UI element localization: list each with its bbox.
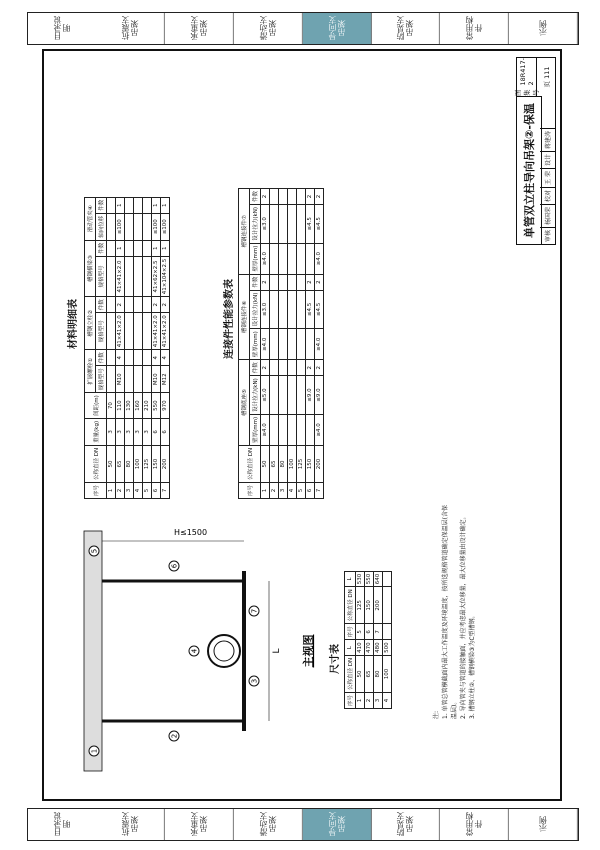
height-label: H≤1500 <box>174 528 208 537</box>
note-2: 2. 导向管夹与管道的接触面，并应考虑最大位移量，最大位移量由设计确定。 <box>460 513 467 719</box>
tab-1-bottom[interactable]: 抗震支吊架 <box>96 809 165 840</box>
table-row: 5 125 3 210 <box>143 197 152 498</box>
callout-7: 7 <box>250 608 259 614</box>
tab-4[interactable]: 导向支吊架 <box>303 13 372 44</box>
tab-2-bottom[interactable]: 承重支吊架 <box>165 809 234 840</box>
atlas-label: 图集号 <box>514 89 540 96</box>
tab-7-bottom[interactable]: 示例 <box>509 809 578 840</box>
connection-table-title: 连接件性能参数表 <box>224 279 235 359</box>
signature-row <box>540 96 555 244</box>
table-row: 7 200 ≥4.0 ≤9.0 2 ≥4.0 ≤4.5 2 ≥4.0 ≤4.5 2 <box>315 189 324 499</box>
table-row: 4 100 3 160 <box>134 197 143 498</box>
callout-5: 5 <box>90 548 99 554</box>
top-nav-tabs <box>27 12 579 45</box>
design-name: 蒋建涛 <box>540 128 555 151</box>
callout-2: 2 <box>170 733 179 739</box>
length-label: L <box>272 648 282 654</box>
table-row: 3 80 3 130 <box>125 197 134 498</box>
check-label: 校对 <box>540 187 555 204</box>
callout-6: 6 <box>170 563 179 569</box>
table-row: 1 50 ≥4.0 ≤5.0 2 ≥4.0 ≤3.0 2 ≥4.0 ≤3.0 2 <box>261 189 270 499</box>
table-row: 6 150 6 550 M10 4 41×41×2.0 2 41×62×2.5 1 ≤100 1 <box>152 197 161 498</box>
callout-1: 1 <box>90 748 99 754</box>
rotated-content <box>44 51 560 799</box>
drawing-title: 单管双立柱导向吊架②-保温 <box>517 96 542 244</box>
table-row: 1 50 410 5 125 530 <box>356 571 365 708</box>
table-row: 4 100 500 <box>383 571 392 708</box>
table-row: 3 80 <box>279 189 288 499</box>
tab-6-bottom[interactable]: 常用构件 <box>440 809 509 840</box>
material-table-title: 材料明细表 <box>68 299 79 349</box>
dimension-table-title: 尺寸表 <box>330 644 341 674</box>
table-row: 5 125 <box>297 189 306 499</box>
callout-3: 3 <box>250 678 259 684</box>
design-label: 设计 <box>540 151 555 168</box>
atlas-number: 18R417-2 <box>518 58 535 86</box>
tab-4-bottom[interactable]: 导向支吊架 <box>303 809 372 840</box>
check-name: 王 荣 <box>540 168 555 187</box>
table-row: 2 65 3 110 M10 4 41×41×2.0 2 41×41×2.0 1 ≤100 1 <box>116 197 125 498</box>
tab-5-bottom[interactable]: 防晃支吊架 <box>371 809 440 840</box>
table-row: 1 50 3 70 <box>107 197 116 498</box>
review-name: 杨国荣 <box>540 204 555 227</box>
table-row: 2 65 470 6 150 550 <box>365 571 374 708</box>
title-block <box>516 57 556 245</box>
callout-4: 4 <box>190 648 199 654</box>
review-label: 审核 <box>540 227 555 244</box>
tab-6[interactable]: 常用构件 <box>440 13 509 44</box>
table-row: 3 80 480 7 200 640 <box>374 571 383 708</box>
notes <box>432 504 477 719</box>
tab-0-bottom[interactable]: 目录说明 <box>52 812 71 837</box>
tab-1[interactable]: 抗震支吊架 <box>96 13 165 44</box>
material-table: 序号 公称直径 DN 重量(kg) 间距(m) 扩展螺栓① 槽钢立柱② 槽钢横梁③ 滑动管夹④ 规格型号 件数 规格型号 件数 规格型号 件数 轴向位移 件数 1 50 3 70 2 65 3 110 M10 4 41×41×2.0 2 41×41×2.0 1 ≤100 1 3 80 3 130 4 100 3 160 5 125 3 210 6 150 6 550 M10 4 41×41×2.0 2 41×62×2.5 1 ≤100 1 7 200 6 970 M12 4 41×41×2.0 2 41×104×2.5 1 ≤100 1 <box>84 197 170 499</box>
dimension-table: 序号 公称直径 DN L 序号 公称直径 DN L 1 50 410 5 125 530 2 65 470 6 150 550 3 80 480 7 200 640 4 100 500 <box>344 571 392 709</box>
tab-7[interactable]: 示例 <box>509 13 578 44</box>
notes-label: 注: <box>433 710 440 719</box>
tab-5[interactable]: 防晃支吊架 <box>371 13 440 44</box>
table-row: 6 150 ≤9.0 2 ≤4.5 2 ≤4.5 2 <box>306 189 315 499</box>
page-number: 111 <box>542 66 551 79</box>
bottom-nav-tabs <box>27 808 579 841</box>
table-row: 4 100 <box>288 189 297 499</box>
tab-2[interactable]: 承重支吊架 <box>165 13 234 44</box>
connection-table: 序号 公称直径 DN 槽钢底座⑤ 槽钢连接件⑥ 槽钢连接件⑦ 壁厚(mm) 设计拉力(kN) 件数 壁厚(mm) 设计拉力(kN) 件数 壁厚(mm) 设计拉力(kN) 件数 1 50 ≥4.0 ≤5.0 2 ≥4.0 ≤3.0 2 ≥4.0 ≤3.0 2 2 65 3 80 4 100 5 125 6 150 ≤9.0 2 ≤4.5 2 ≤4.5 2 7 200 ≥4.0 ≤9.0 2 ≥4.0 ≤4.5 2 ≥4.0 ≤4.5 2 <box>238 188 324 499</box>
note-1: 1. 单管总管横截面内最大工作温度及环境温度，按所选规格管道确定保温层(含保温层)。 <box>442 505 458 719</box>
drawing-sheet <box>42 49 562 801</box>
table-row: 2 65 <box>270 189 279 499</box>
tab-3[interactable]: 滑动支吊架 <box>234 13 303 44</box>
main-view-diagram <box>74 521 324 781</box>
page-label: 页 <box>543 81 551 88</box>
diagram-title: 主视图 <box>302 634 315 668</box>
tab-0[interactable]: 目录说明 <box>52 16 71 41</box>
note-3: 3. 槽钢立柱②、槽钢横梁③为C型槽钢。 <box>469 612 476 719</box>
atlas-info <box>514 58 555 96</box>
table-row: 7 200 6 970 M12 4 41×41×2.0 2 41×104×2.5 1 ≤100 1 <box>161 197 170 498</box>
tab-3-bottom[interactable]: 滑动支吊架 <box>234 809 303 840</box>
